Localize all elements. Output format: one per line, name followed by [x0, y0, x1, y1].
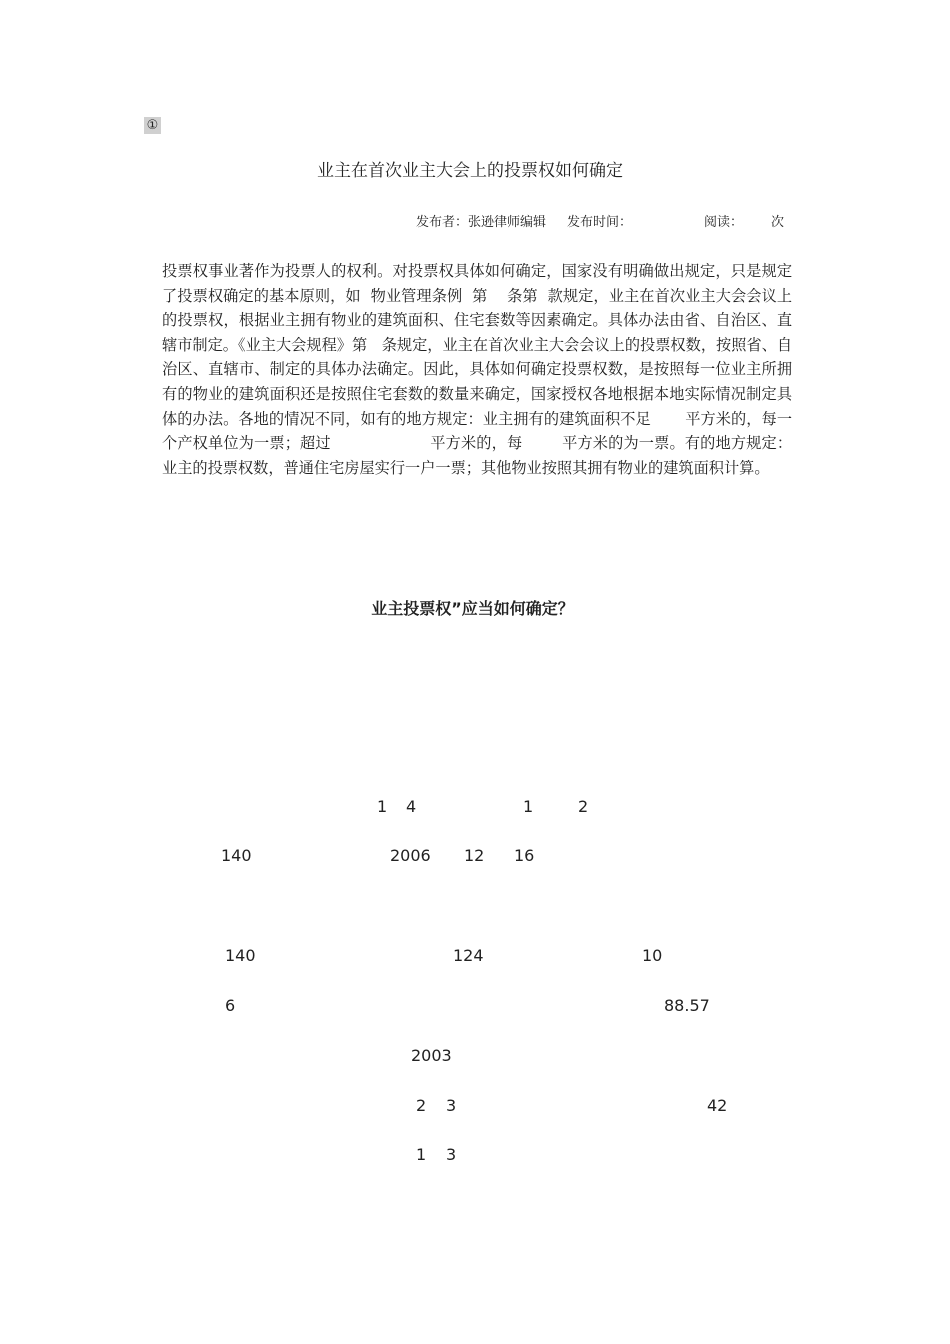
body-segment: 条规定，业主在首次业主大会会议上的投票权数，按照省、自治区、直辖市、制定的具体办法确定。因此，具体如何确定投票权数，是按照每一位业主所拥有的物业的建筑面积还是按照住宅套数的数量来确定，国家授权各地根据本地实际情况制定具体的办法。各地的情况不同，如有的地方规定：业主拥有的建筑面积不足 — [162, 335, 793, 428]
number-fragment: 3 — [446, 1096, 457, 1115]
body-segment: 投票权事业著作为投票人的权利。对投票权具体如何确定，国家没有明确做出规定，只是规定了投票权确定的基本原则，如 — [162, 262, 792, 305]
document-title: 业主在首次业主大会上的投票权如何确定 — [317, 161, 623, 181]
reads-label: 阅读： — [704, 215, 744, 230]
body-segment — [331, 434, 431, 452]
number-fragment: 10 — [642, 946, 663, 965]
number-fragment: 124 — [453, 946, 484, 965]
number-fragment: 4 — [406, 797, 417, 816]
body-segment — [367, 336, 382, 354]
number-fragment: 140 — [221, 846, 252, 865]
body-segment — [538, 287, 548, 305]
body-segment — [487, 287, 507, 305]
body-segment: 条第 — [507, 286, 538, 305]
number-fragment: 2 — [416, 1096, 427, 1115]
number-fragment: 6 — [225, 996, 236, 1015]
number-fragment: 2003 — [411, 1046, 452, 1065]
footnote-marker: ① — [144, 117, 161, 134]
publish-time-label: 发布时间： — [567, 215, 633, 230]
body-segment: 平方米的，每一个产权单位为一票；超过 — [162, 409, 793, 453]
body-segment: 平方米的，每 — [430, 434, 523, 453]
body-segment: 物业管理条例 — [360, 286, 473, 305]
number-fragment: 140 — [225, 946, 256, 965]
reads-unit: 次 — [771, 215, 785, 230]
body-segment: 平方米的为一票。有的地方规定：业主的投票权数，普通住宅房屋实行一户一票；其他物业按照其拥有物业的建筑面积计算。 — [162, 434, 793, 477]
number-fragment: 1 — [523, 797, 534, 816]
section-heading: 业主投票权”应当如何确定？ — [371, 599, 574, 618]
body-paragraph — [162, 259, 792, 480]
number-fragment: 16 — [514, 846, 535, 865]
number-fragment: 2006 — [390, 846, 431, 865]
number-fragment: 42 — [707, 1096, 728, 1115]
number-fragment: 2 — [578, 797, 589, 816]
number-fragment: 12 — [464, 846, 485, 865]
body-segment: 款规定，业主在首次业主大会会议上的投票权，根据业主拥有物业的建筑面积、住宅套数等因素确定。具体办法由省、自治区、直辖市制定。《业主大会规程》第 — [162, 286, 793, 354]
number-fragment: 1 — [377, 797, 388, 816]
body-segment: 第 — [472, 286, 488, 305]
number-fragment: 3 — [446, 1145, 457, 1164]
publisher-label: 发布者：张逊律师编辑 — [416, 215, 547, 230]
body-segment — [522, 434, 562, 452]
number-fragment: 1 — [416, 1145, 427, 1164]
number-fragment: 88.57 — [664, 996, 710, 1015]
body-segment — [651, 410, 685, 428]
